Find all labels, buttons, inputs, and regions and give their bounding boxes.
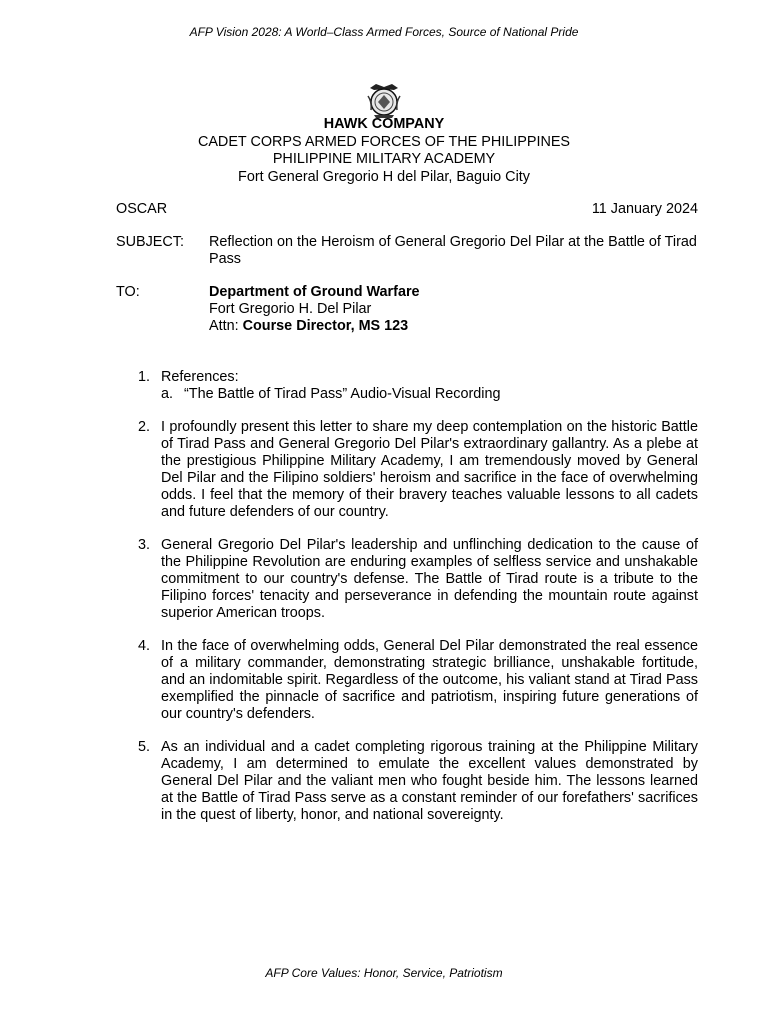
reference-text: “The Battle of Tirad Pass” Audio-Visual Recording [184,386,501,402]
paragraph-number: 2. [138,419,151,435]
paragraph-text: General Gregorio Del Pilar's leadership and unflinching dedication to the cause of the Philippine Revolution are enduring examples of selfless service and unshakable commitment to our country's defense. The Battle of Tirad route is a tribute to the Filipino forces' tenacity and perseverance in defending the mountain route against superior American troops. [161,537,698,621]
to-label: TO: [116,284,140,300]
recipient-block [209,284,698,335]
paragraph-2 [116,419,698,521]
paragraph-text: References: [161,369,239,385]
paragraph-number: 1. [138,369,151,385]
company-name: HAWK COMPANY [323,116,445,132]
letterhead-line-address: Fort General Gregorio H del Pilar, Baguio City [238,168,530,185]
subject-text: Reflection on the Heroism of General Gregorio Del Pilar at the Battle of Tirad Pass [209,234,697,267]
hawk-company-seal-icon [364,80,404,120]
attention-name: Course Director, MS 123 [242,318,409,334]
core-values-footer: AFP Core Values: Honor, Service, Patriotism [265,966,503,980]
reference-item [161,386,698,403]
attention-label: Attn: [209,318,243,334]
letterhead-line-academy: PHILIPPINE MILITARY ACADEMY [272,151,496,167]
paragraph-text: As an individual and a cadet completing rigorous training at the Philippine Military Academy, I am determined to emulate the excellent values demonstrated by General Del Pilar and the valiant men who fought beside him. The lessons learned at the Battle of Tirad Pass serve as a constant reminder of our forefathers' sacrifices in the quest of liberty, honor, and national sovereignty. [161,739,698,823]
letter-date: 11 January 2024 [591,201,698,217]
paragraph-number: 4. [138,638,151,654]
code-date-row [116,201,698,218]
paragraph-number: 5. [138,739,151,755]
paragraph-text: I profoundly present this letter to share my deep contemplation on the historic Battle of Tirad Pass and General Gregorio Del Pilar's extraordinary gallantry. As a plebe at the prestigious Philippine Military Academy, I am tremendously moved by General Del Pilar and the Filipino soldiers' heroism and sacrifice in the face of overwhelming odds. I feel that the memory of their bravery teaches valuable lessons to all cadets and future defenders of our country. [161,419,698,520]
letterhead [0,116,768,186]
paragraph-1 [116,369,698,403]
paragraph-text: In the face of overwhelming odds, General Del Pilar demonstrated the real essence of a military commander, demonstrating strategic brilliance, unshakable fortitude, and an indomitable spirit. Regardless of the outcome, his valiant stand at Tirad Pass exemplified the pinnacle of sacrifice and patriotism, inspiring future generations of our country's defenders. [161,638,698,722]
letter-body [116,369,698,840]
reference-letter: a. [161,386,174,402]
recipient-attention [209,318,698,335]
vision-statement: AFP Vision 2028: A World–Class Armed Forces, Source of National Pride [189,25,579,39]
recipient-address: Fort Gregorio H. Del Pilar [209,301,372,317]
office-code: OSCAR [116,201,168,217]
paragraph-5 [116,739,698,824]
paragraph-number: 3. [138,537,151,553]
recipient-department: Department of Ground Warfare [209,284,420,300]
paragraph-3 [116,537,698,622]
subject-label: SUBJECT: [116,234,184,250]
letterhead-line-corps: CADET CORPS ARMED FORCES OF THE PHILIPPINES [197,133,571,150]
paragraph-4 [116,638,698,723]
